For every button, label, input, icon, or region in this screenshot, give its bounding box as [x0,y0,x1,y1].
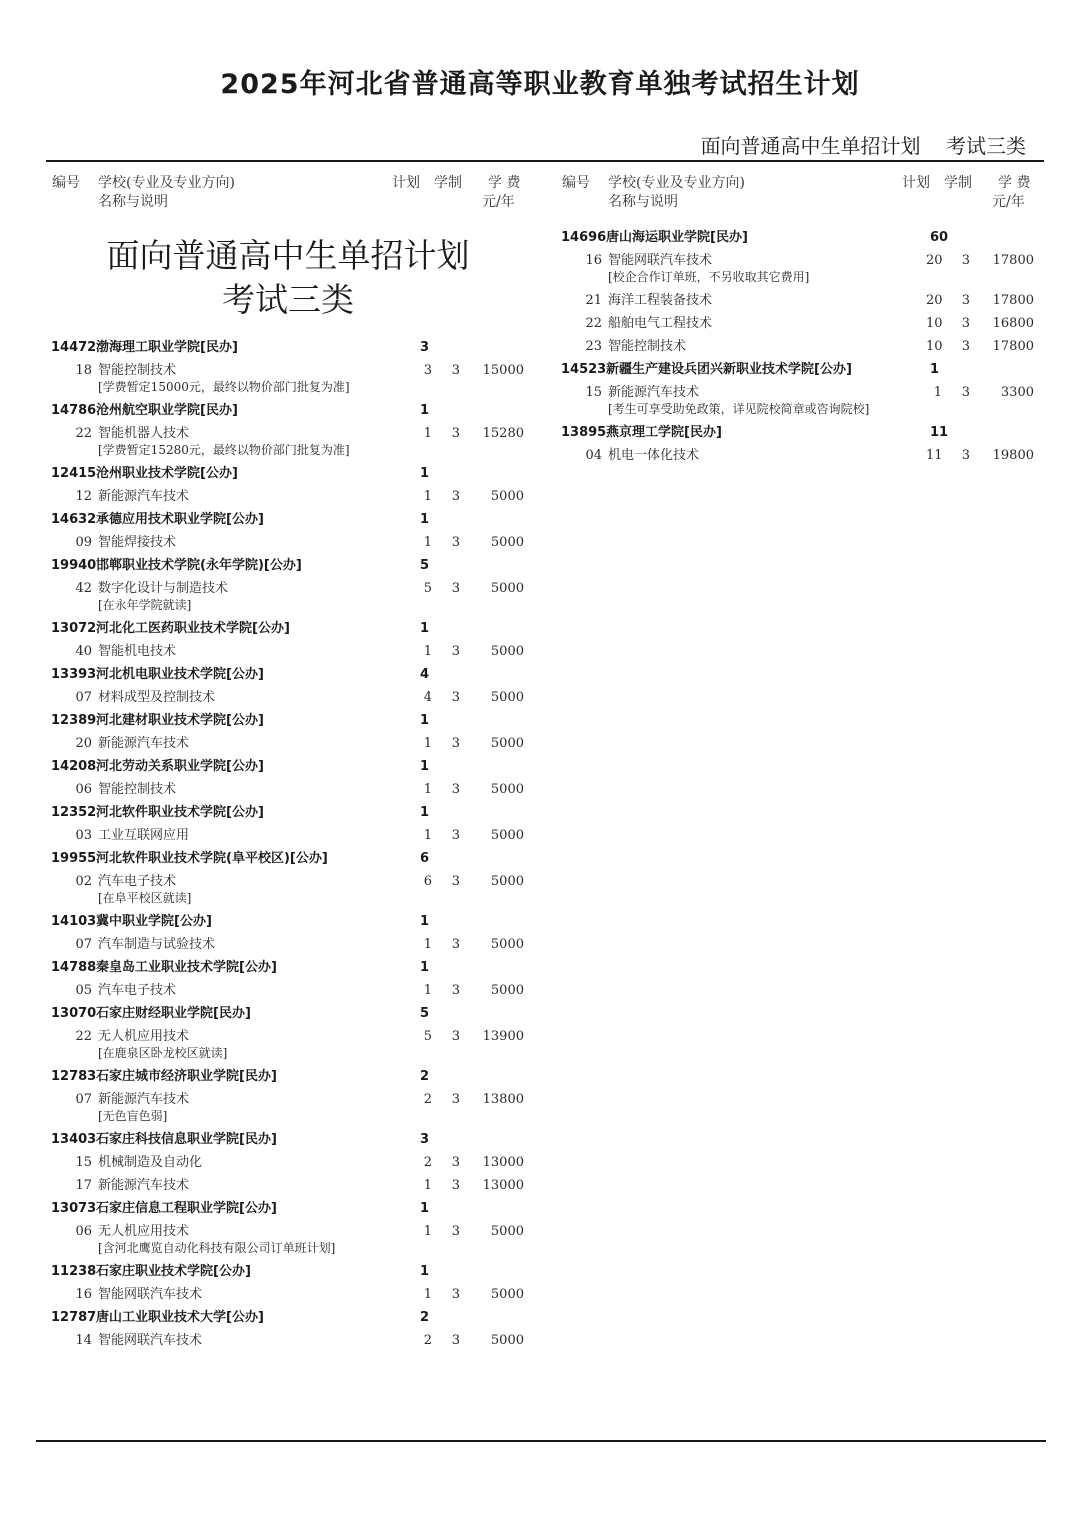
major-fee: 13000 [482,1155,524,1170]
school-name: 沧州职业技术学院[公办] [96,466,238,481]
major-fee: 5000 [490,937,524,952]
major-name: 机电一体化技术 [608,448,700,463]
major-code: 22 [75,426,92,441]
major-plan: 3 [423,363,432,378]
major-years: 3 [961,253,970,268]
major-name: 智能网联汽车技术 [98,1333,203,1348]
school-plan: 60 [930,230,949,245]
major-row [46,1174,536,1197]
column-header [46,164,536,214]
school-name: 承德应用技术职业学院[公办] [96,512,264,527]
major-note: [学费暂定15000元，最终以物价部门批复为准] [98,380,350,394]
school-row [46,1065,536,1088]
school-row [46,910,536,933]
major-fee: 5000 [490,581,524,596]
school-row [46,956,536,979]
major-years: 3 [961,316,970,331]
major-name: 无人机应用技术 [98,1029,190,1044]
major-fee: 13800 [482,1092,524,1107]
major-years: 3 [451,1092,460,1107]
major-row [46,1151,536,1174]
school-name: 石家庄城市经济职业学院[民办] [96,1069,277,1084]
header-fee: 学 费 [998,175,1031,191]
major-plan: 1 [423,736,432,751]
major-row [46,577,536,600]
school-plan: 5 [420,558,430,573]
bottom-rule [36,1440,1046,1442]
major-name: 工业互联网应用 [98,828,190,843]
major-code: 40 [75,644,92,659]
major-plan: 1 [423,1287,432,1302]
major-code: 15 [75,1155,92,1170]
major-years: 3 [451,535,460,550]
major-code: 15 [585,385,602,400]
school-code: 14472 [51,340,97,355]
major-row [46,824,536,847]
major-fee: 3300 [1000,385,1034,400]
major-row [46,485,536,508]
school-row [46,1128,536,1151]
major-code: 04 [585,448,602,463]
school-row [46,1002,536,1025]
school-name: 燕京理工学院[民办] [606,425,722,440]
school-plan: 1 [930,362,940,377]
major-name: 新能源汽车技术 [98,489,190,504]
major-fee: 5000 [490,690,524,705]
school-row [46,617,536,640]
left-column [46,164,536,1352]
major-plan: 1 [423,983,432,998]
school-plan: 11 [930,425,949,440]
school-name: 邯郸职业技术学院(永年学院)[公办] [96,558,302,573]
header-school: 学校(专业及专业方向) [608,175,745,191]
school-code: 14103 [51,914,97,929]
major-plan: 2 [423,1333,432,1348]
major-name: 智能机电技术 [98,644,177,659]
major-name: 数字化设计与制造技术 [98,581,229,596]
major-name: 材料成型及控制技术 [98,690,216,705]
major-years: 3 [451,690,460,705]
school-row [46,663,536,686]
school-row [46,1306,536,1329]
major-row [556,312,1044,335]
major-code: 42 [75,581,92,596]
major-plan: 1 [423,1178,432,1193]
school-code: 19940 [51,558,97,573]
major-fee: 5000 [490,983,524,998]
major-name: 汽车制造与试验技术 [98,937,216,952]
school-plan: 1 [420,914,430,929]
school-code: 12352 [51,805,97,820]
major-code: 18 [75,363,92,378]
major-plan: 6 [423,874,432,889]
school-row [556,358,1044,381]
major-years: 3 [451,1224,460,1239]
major-fee: 19800 [992,448,1034,463]
school-plan: 1 [420,1201,430,1216]
major-name: 新能源汽车技术 [98,736,190,751]
major-fee: 5000 [490,1333,524,1348]
major-years: 3 [451,1333,460,1348]
major-note: [学费暂定15280元，最终以物价部门批复为准] [98,443,350,457]
major-row [556,444,1044,467]
major-note: [含河北鹰览自动化科技有限公司订单班计划] [98,1241,336,1255]
major-row [46,359,536,382]
school-row [556,226,1044,249]
section-title [40,234,536,322]
school-name: 冀中职业学院[公办] [96,914,212,929]
school-plan: 1 [420,713,430,728]
school-list-left [46,336,536,1352]
school-code: 13393 [51,667,97,682]
major-row [46,933,536,956]
major-row [46,979,536,1002]
major-years: 3 [451,736,460,751]
school-code: 13403 [51,1132,97,1147]
section-title-line1: 面向普通高中生单招计划 [106,236,470,275]
major-years: 3 [451,782,460,797]
school-row [46,801,536,824]
major-plan: 1 [933,385,942,400]
major-plan: 10 [926,316,943,331]
major-code: 12 [75,489,92,504]
major-years: 3 [451,363,460,378]
major-plan: 11 [926,448,943,463]
column-header [556,164,1044,214]
major-fee: 5000 [490,535,524,550]
major-code: 23 [585,339,602,354]
major-row [556,289,1044,312]
major-name: 智能机器人技术 [98,426,190,441]
major-fee: 5000 [490,644,524,659]
school-name: 河北劳动关系职业学院[公办] [96,759,264,774]
major-row [46,1220,536,1243]
major-fee: 13000 [482,1178,524,1193]
major-code: 07 [75,690,92,705]
major-fee: 5000 [490,874,524,889]
major-code: 02 [75,874,92,889]
school-code: 12415 [51,466,97,481]
major-plan: 1 [423,828,432,843]
major-row [46,1283,536,1306]
school-plan: 3 [420,340,430,355]
major-plan: 20 [926,253,943,268]
school-code: 12787 [51,1310,97,1325]
major-fee: 5000 [490,1287,524,1302]
school-code: 13895 [561,425,607,440]
school-plan: 1 [420,621,430,636]
school-plan: 1 [420,960,430,975]
major-fee: 17800 [992,293,1034,308]
major-years: 3 [961,293,970,308]
major-fee: 5000 [490,736,524,751]
header-school: 学校(专业及专业方向) [98,175,235,191]
major-note: [校企合作订单班，不另收取其它费用] [608,270,810,284]
major-code: 06 [75,782,92,797]
school-code: 13072 [51,621,97,636]
header-fee-unit: 元/年 [992,194,1025,210]
major-name: 汽车电子技术 [98,983,177,998]
major-code: 03 [75,828,92,843]
school-row [46,399,536,422]
major-plan: 1 [423,535,432,550]
major-fee: 17800 [992,339,1034,354]
school-row [46,336,536,359]
major-code: 09 [75,535,92,550]
header-plan: 计划 [902,175,930,191]
school-name: 河北软件职业技术学院[公办] [96,805,264,820]
major-years: 3 [451,874,460,889]
school-plan: 6 [420,851,430,866]
major-name: 智能网联汽车技术 [608,253,713,268]
major-name: 新能源汽车技术 [98,1178,190,1193]
school-name: 石家庄信息工程职业学院[公办] [96,1201,277,1216]
school-row [46,1260,536,1283]
major-row [46,422,536,445]
major-row [556,335,1044,358]
major-note: [考生可享受助免政策，详见院校简章或咨询院校] [608,402,870,416]
school-code: 14523 [561,362,607,377]
major-row [556,249,1044,272]
major-fee: 5000 [490,489,524,504]
major-row [46,640,536,663]
major-years: 3 [451,426,460,441]
major-code: 21 [585,293,602,308]
header-years: 学制 [434,175,462,191]
major-code: 07 [75,1092,92,1107]
top-rule [46,160,1044,162]
school-name: 新疆生产建设兵团兴新职业技术学院[公办] [606,362,852,377]
major-code: 14 [75,1333,92,1348]
major-code: 22 [585,316,602,331]
major-note: [在鹿泉区卧龙校区就读] [98,1046,228,1060]
school-row [46,554,536,577]
major-name: 智能控制技术 [608,339,687,354]
major-name: 机械制造及自动化 [98,1155,203,1170]
major-years: 3 [451,1287,460,1302]
major-code: 22 [75,1029,92,1044]
major-plan: 20 [926,293,943,308]
header-years: 学制 [944,175,972,191]
school-plan: 5 [420,1006,430,1021]
major-plan: 1 [423,937,432,952]
major-row [46,531,536,554]
header-code: 编号 [562,175,590,191]
major-years: 3 [451,983,460,998]
major-row [556,381,1044,404]
page-title: 2025年河北省普通高等职业教育单独考试招生计划 [220,69,860,100]
school-name: 河北化工医药职业技术学院[公办] [96,621,290,636]
major-name: 新能源汽车技术 [608,385,700,400]
header-fee: 学 费 [488,175,521,191]
major-note: [在永年学院就读] [98,598,192,612]
school-plan: 1 [420,466,430,481]
major-fee: 5000 [490,782,524,797]
major-fee: 15280 [482,426,524,441]
page-subtitle: 面向普通高中生单招计划 考试三类 [700,134,1026,158]
header-fee-unit: 元/年 [482,194,515,210]
school-name: 河北机电职业技术学院[公办] [96,667,264,682]
school-row [46,462,536,485]
major-plan: 1 [423,1224,432,1239]
major-fee: 17800 [992,253,1034,268]
header-school-desc: 名称与说明 [98,194,168,210]
school-row [46,1197,536,1220]
school-name: 唐山工业职业技术大学[公办] [96,1310,264,1325]
school-code: 14208 [51,759,97,774]
header-plan: 计划 [392,175,420,191]
school-name: 石家庄职业技术学院[公办] [96,1264,251,1279]
major-years: 3 [451,1029,460,1044]
school-plan: 1 [420,1264,430,1279]
school-plan: 1 [420,512,430,527]
major-code: 20 [75,736,92,751]
major-row [46,1025,536,1048]
major-name: 新能源汽车技术 [98,1092,190,1107]
school-code: 14788 [51,960,97,975]
major-row [46,732,536,755]
school-plan: 1 [420,403,430,418]
major-code: 05 [75,983,92,998]
school-name: 渤海理工职业学院[民办] [96,340,238,355]
school-code: 14696 [561,230,607,245]
school-row [46,847,536,870]
school-code: 12389 [51,713,97,728]
major-years: 3 [451,489,460,504]
major-name: 智能控制技术 [98,782,177,797]
major-name: 智能控制技术 [98,363,177,378]
major-note: [在阜平校区就读] [98,891,192,905]
major-years: 3 [451,581,460,596]
school-name: 河北软件职业技术学院(阜平校区)[公办] [96,851,328,866]
school-name: 唐山海运职业学院[民办] [606,230,748,245]
major-years: 3 [961,448,970,463]
major-plan: 10 [926,339,943,354]
school-name: 石家庄财经职业学院[民办] [96,1006,251,1021]
major-plan: 1 [423,489,432,504]
major-code: 06 [75,1224,92,1239]
major-row [46,778,536,801]
school-code: 14632 [51,512,97,527]
major-years: 3 [961,339,970,354]
school-row [556,421,1044,444]
major-code: 16 [585,253,602,268]
major-plan: 1 [423,426,432,441]
major-plan: 4 [423,690,432,705]
school-row [46,508,536,531]
major-plan: 5 [423,581,432,596]
major-note: [无色盲色弱] [98,1109,168,1123]
school-name: 沧州航空职业学院[民办] [96,403,238,418]
school-list-right [556,226,1044,467]
school-row [46,755,536,778]
school-plan: 2 [420,1310,430,1325]
major-row [46,870,536,893]
school-code: 13073 [51,1201,97,1216]
header-code: 编号 [52,175,80,191]
major-fee: 13900 [482,1029,524,1044]
major-row [46,686,536,709]
school-name: 河北建材职业技术学院[公办] [96,713,264,728]
school-name: 石家庄科技信息职业学院[民办] [96,1132,277,1147]
major-years: 3 [451,937,460,952]
major-fee: 15000 [482,363,524,378]
header-school-desc: 名称与说明 [608,194,678,210]
major-years: 3 [451,828,460,843]
major-code: 17 [75,1178,92,1193]
school-code: 19955 [51,851,97,866]
major-row [46,1088,536,1111]
school-plan: 4 [420,667,430,682]
major-name: 无人机应用技术 [98,1224,190,1239]
major-fee: 5000 [490,1224,524,1239]
major-years: 3 [451,1178,460,1193]
major-fee: 5000 [490,828,524,843]
major-plan: 2 [423,1092,432,1107]
school-code: 11238 [51,1264,97,1279]
major-code: 16 [75,1287,92,1302]
major-name: 智能焊接技术 [98,535,177,550]
major-fee: 16800 [992,316,1034,331]
school-code: 14786 [51,403,97,418]
school-plan: 3 [420,1132,430,1147]
school-plan: 1 [420,805,430,820]
major-years: 3 [961,385,970,400]
major-plan: 2 [423,1155,432,1170]
school-code: 13070 [51,1006,97,1021]
school-row [46,709,536,732]
major-name: 船舶电气工程技术 [608,316,713,331]
major-row [46,1329,536,1352]
school-code: 12783 [51,1069,97,1084]
major-years: 3 [451,1155,460,1170]
right-column [556,164,1044,467]
major-name: 汽车电子技术 [98,874,177,889]
major-code: 07 [75,937,92,952]
major-plan: 1 [423,782,432,797]
major-plan: 1 [423,644,432,659]
major-name: 智能网联汽车技术 [98,1287,203,1302]
school-plan: 2 [420,1069,430,1084]
school-plan: 1 [420,759,430,774]
major-name: 海洋工程装备技术 [608,293,713,308]
major-plan: 5 [423,1029,432,1044]
school-name: 秦皇岛工业职业技术学院[公办] [96,960,277,975]
section-title-line2: 考试三类 [222,280,354,319]
major-years: 3 [451,644,460,659]
